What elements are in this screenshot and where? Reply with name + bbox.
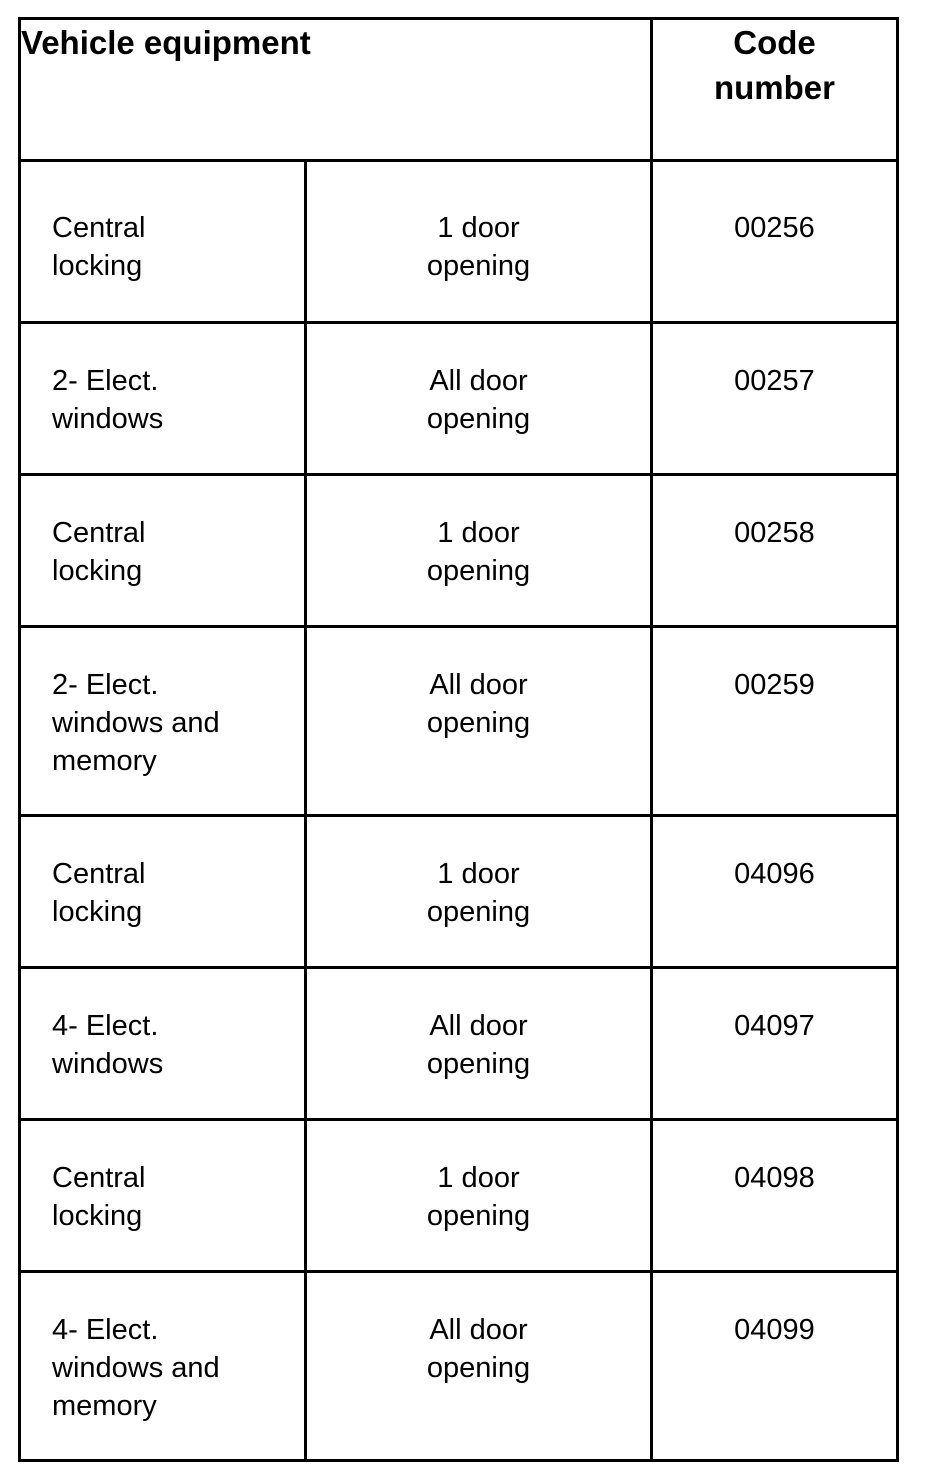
opening-cell xyxy=(306,475,652,627)
equipment-text: Central locking xyxy=(52,858,146,928)
opening-cell xyxy=(306,1272,652,1461)
opening-text: 1 door opening xyxy=(426,1162,531,1232)
opening-text: 1 door opening xyxy=(426,212,531,282)
equipment-cell xyxy=(20,968,306,1120)
code-text: 00256 xyxy=(734,212,815,244)
opening-cell xyxy=(306,1120,652,1272)
code-cell xyxy=(652,816,898,968)
code-text: 00257 xyxy=(734,365,815,397)
table-row xyxy=(20,323,898,475)
code-cell xyxy=(652,323,898,475)
table-header-row xyxy=(20,19,898,161)
code-text: 00258 xyxy=(734,517,815,549)
opening-text: All door opening xyxy=(426,669,531,739)
equipment-text: Central locking xyxy=(52,212,146,282)
code-text: 04098 xyxy=(734,1162,815,1194)
code-cell xyxy=(652,627,898,816)
opening-cell xyxy=(306,627,652,816)
table-row xyxy=(20,1272,898,1461)
code-cell xyxy=(652,1120,898,1272)
header-code-number-label: Code number xyxy=(713,24,835,106)
equipment-text: 4- Elect. windows xyxy=(52,1010,164,1080)
equipment-text: 2- Elect. windows xyxy=(52,365,164,435)
equipment-cell xyxy=(20,1272,306,1461)
header-code-number xyxy=(652,19,898,161)
table-row xyxy=(20,627,898,816)
table-row xyxy=(20,161,898,323)
opening-cell xyxy=(306,968,652,1120)
table-row xyxy=(20,816,898,968)
code-cell xyxy=(652,968,898,1120)
code-cell xyxy=(652,1272,898,1461)
code-text: 04097 xyxy=(734,1010,815,1042)
code-text: 00259 xyxy=(734,669,815,701)
equipment-cell xyxy=(20,1120,306,1272)
code-cell xyxy=(652,475,898,627)
opening-text: All door opening xyxy=(426,1314,531,1384)
opening-text: All door opening xyxy=(426,1010,531,1080)
opening-cell xyxy=(306,816,652,968)
opening-text: 1 door opening xyxy=(426,517,531,587)
equipment-cell xyxy=(20,475,306,627)
table-row xyxy=(20,475,898,627)
equipment-cell xyxy=(20,323,306,475)
table-row xyxy=(20,968,898,1120)
equipment-text: 2- Elect. windows and memory xyxy=(52,669,220,777)
equipment-text: Central locking xyxy=(52,517,146,587)
code-text: 04096 xyxy=(734,858,815,890)
code-cell xyxy=(652,161,898,323)
equipment-text: Central locking xyxy=(52,1162,146,1232)
opening-text: 1 door opening xyxy=(426,858,531,928)
equipment-text: 4- Elect. windows and memory xyxy=(52,1314,220,1422)
header-vehicle-equipment-label: Vehicle equipment xyxy=(21,24,311,61)
code-text: 04099 xyxy=(734,1314,815,1346)
equipment-cell xyxy=(20,161,306,323)
vehicle-equipment-table xyxy=(18,17,899,1462)
equipment-cell xyxy=(20,816,306,968)
opening-cell xyxy=(306,161,652,323)
table-row xyxy=(20,1120,898,1272)
opening-cell xyxy=(306,323,652,475)
opening-text: All door opening xyxy=(426,365,531,435)
equipment-cell xyxy=(20,627,306,816)
header-vehicle-equipment xyxy=(20,19,652,161)
